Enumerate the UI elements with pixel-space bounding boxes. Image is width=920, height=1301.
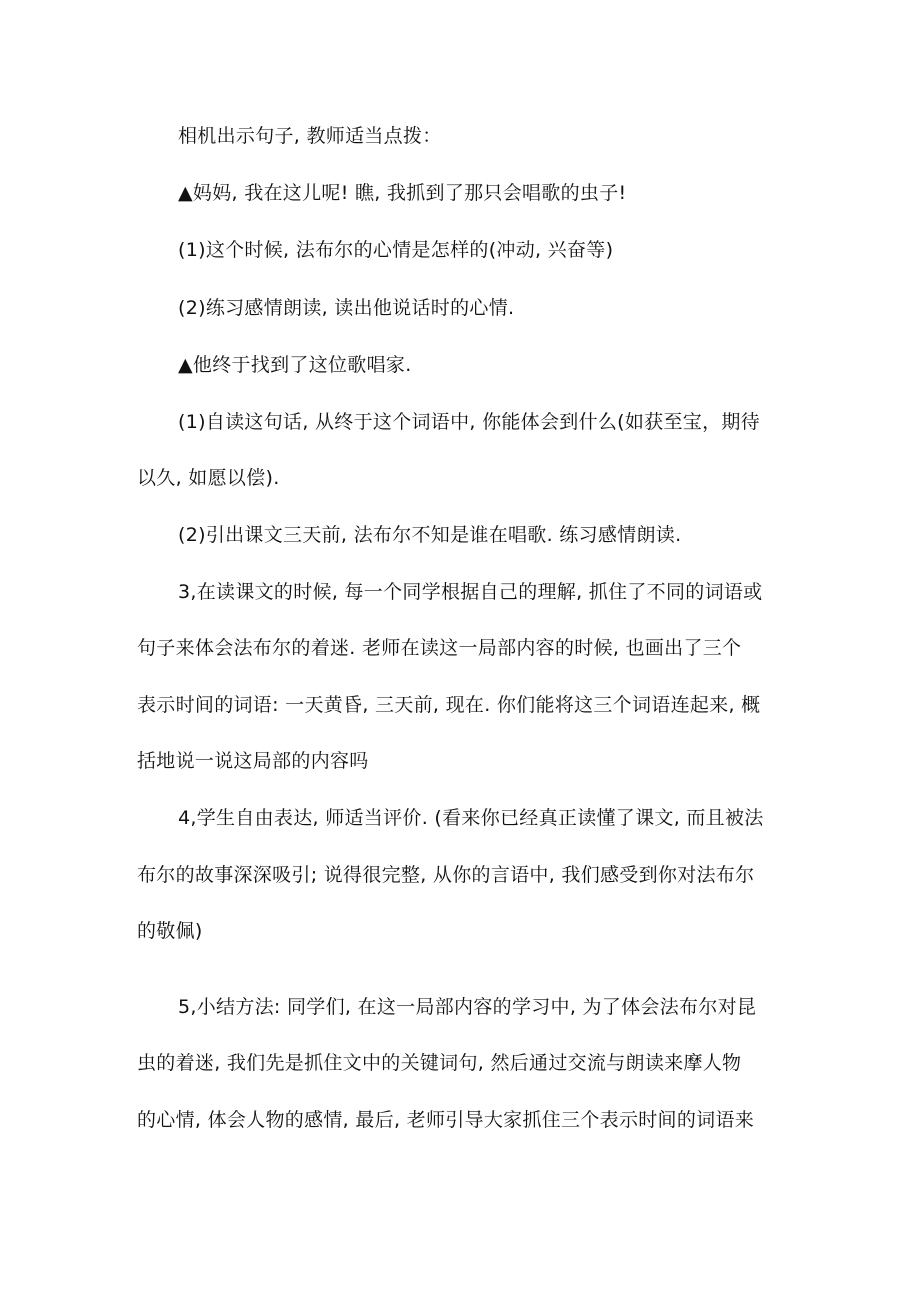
text-line: (2)练习感情朗读, 读出他说话时的心情. xyxy=(178,297,515,319)
text-line: 布尔的故事深深吸引; 说得很完整, 从你的言语中, 我们感受到你对法布尔 xyxy=(137,864,755,886)
text-line: (1)这个时候, 法布尔的心情是怎样的(冲动, 兴奋等) xyxy=(178,239,614,261)
text-line: (2)引出课文三天前, 法布尔不知是谁在唱歌. 练习感情朗读. xyxy=(178,524,682,546)
text-line: ▲他终于找到了这位歌唱家. xyxy=(178,354,412,376)
text-line: 的敬佩) xyxy=(137,920,203,942)
text-line: 以久, 如愿以偿). xyxy=(137,467,280,489)
text-line: 括地说一说这局部的内容吗 xyxy=(137,750,369,772)
text-line: 4,学生自由表达, 师适当评价. (看来你已经真正读懂了课文, 而且被法 xyxy=(178,807,764,829)
text-line: 虫的着迷, 我们先是抓住文中的关键词句, 然后通过交流与朗读来摩人物 xyxy=(137,1052,742,1074)
text-line: 3,在读课文的时候, 每一个同学根据自己的理解, 抓住了不同的词语或 xyxy=(178,581,763,603)
text-line: (1)自读这句话, 从终于这个词语中, 你能体会到什么(如获至宝，期待 xyxy=(178,411,760,433)
text-line: 表示时间的词语: 一天黄昏, 三天前, 现在. 你们能将这三个词语连起来, 概 xyxy=(137,694,761,716)
text-line: ▲妈妈, 我在这儿呢! 瞧, 我抓到了那只会唱歌的虫子! xyxy=(178,182,627,204)
text-line: 5,小结方法: 同学们, 在这一局部内容的学习中, 为了体会法布尔对昆 xyxy=(178,996,757,1018)
text-line: 句子来体会法布尔的着迷. 老师在读这一局部内容的时候, 也画出了三个 xyxy=(137,637,742,659)
text-line: 相机出示句子, 教师适当点拨： xyxy=(178,125,442,147)
text-line: 的心情, 体会人物的感情, 最后, 老师引导大家抓住三个表示时间的词语来 xyxy=(137,1109,755,1131)
